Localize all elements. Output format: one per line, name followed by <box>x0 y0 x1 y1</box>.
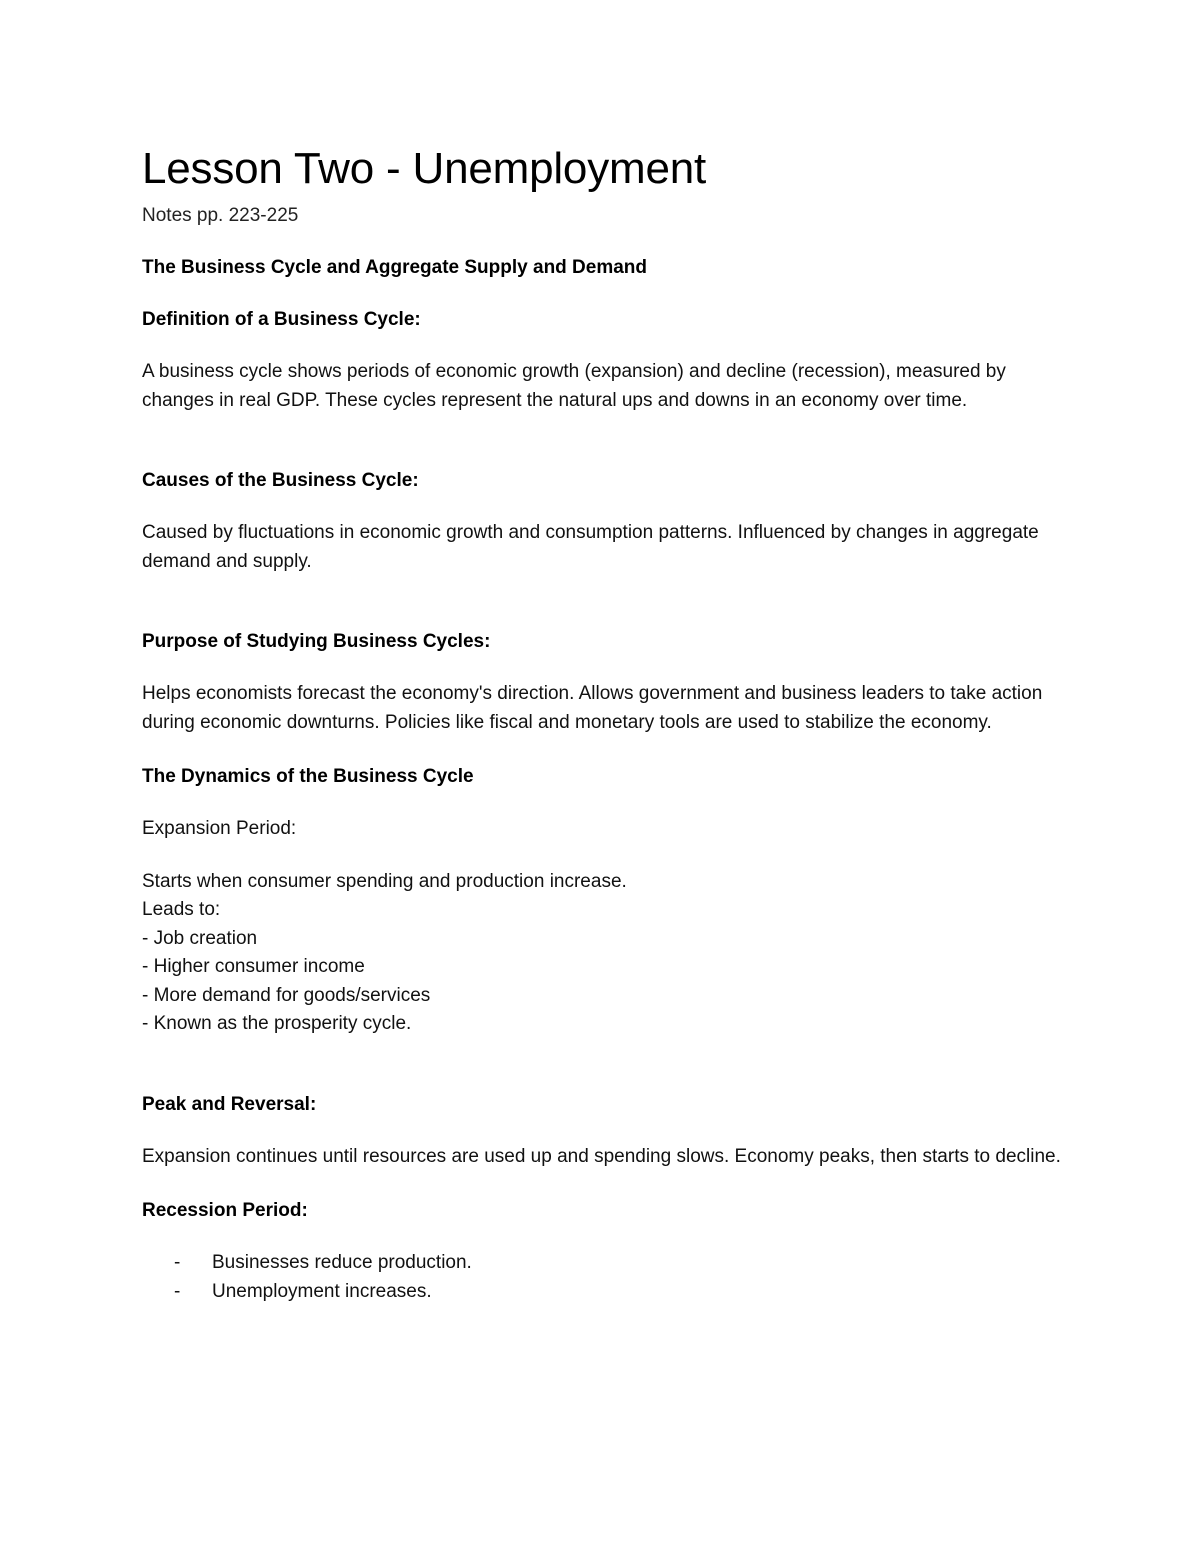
peak-paragraph: Expansion continues until resources are used up and spending slows. Economy peaks, then starts to decline. <box>142 1145 1061 1167</box>
causes-heading: Causes of the Business Cycle: <box>142 470 419 491</box>
page-title: Lesson Two - Unemployment <box>142 144 707 193</box>
definition-paragraph: A business cycle shows periods of economic growth (expansion) and decline (recession), measured by changes in real GDP. These cycles represent the natural ups and downs in an economy over time. <box>142 361 1006 411</box>
section-heading-main: The Business Cycle and Aggregate Supply and Demand <box>142 257 648 278</box>
list-item <box>142 1278 1072 1307</box>
list-item: - Known as the prosperity cycle. <box>142 1013 412 1034</box>
expansion-label: Expansion Period: <box>142 818 297 839</box>
definition-heading: Definition of a Business Cycle: <box>142 309 421 330</box>
expansion-list <box>142 868 1072 1039</box>
causes-paragraph: Caused by fluctuations in economic growth and consumption patterns. Influenced by changes in aggregate demand and supply. <box>142 522 1039 572</box>
dynamics-heading: The Dynamics of the Business Cycle <box>142 766 474 787</box>
list-item: - Job creation <box>142 927 258 949</box>
dash-bullet: - <box>174 1280 181 1302</box>
list-item: - Higher consumer income <box>142 956 365 977</box>
peak-heading: Peak and Reversal: <box>142 1093 317 1115</box>
dash-bullet: - <box>174 1252 181 1273</box>
list-item-text: Unemployment increases. <box>212 1280 432 1302</box>
list-item <box>142 1249 1072 1278</box>
recession-list <box>142 1249 1072 1306</box>
recession-heading: Recession Period: <box>142 1200 308 1221</box>
list-item-text: Businesses reduce production. <box>212 1252 472 1273</box>
notes-reference: Notes pp. 223-225 <box>142 205 299 226</box>
purpose-heading: Purpose of Studying Business Cycles: <box>142 631 491 652</box>
list-item: Starts when consumer spending and production increase. <box>142 870 627 892</box>
list-item: Leads to: <box>142 899 221 920</box>
list-item: - More demand for goods/services <box>142 984 431 1006</box>
purpose-paragraph: Helps economists forecast the economy's direction. Allows government and business leaders to take action during economic downturns. Policies like fiscal and monetary tools are used to stabilize the economy. <box>142 683 1043 733</box>
document-page <box>142 140 1072 1306</box>
